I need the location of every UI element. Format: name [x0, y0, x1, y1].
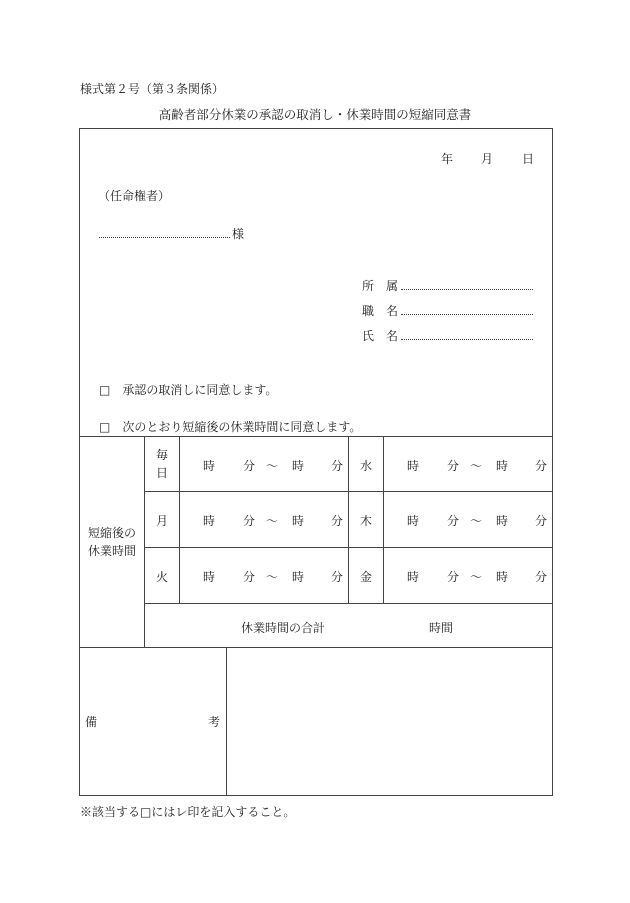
form-title: 高齢者部分休業の承認の取消し・休業時間の短縮同意書 [158, 107, 472, 122]
r1-l-tilde: 〜 [266, 459, 279, 473]
frame-left [79, 128, 80, 796]
row-line-3 [144, 603, 553, 604]
affiliation-label: 所 属 [362, 279, 399, 293]
col-line-left-day [179, 436, 180, 603]
frame-top [79, 128, 553, 129]
r3-r-end-min: 分 [535, 570, 548, 584]
day-tue: 火 [155, 570, 168, 584]
r1-r-start-hour: 時 [407, 459, 420, 473]
position-label: 職 名 [362, 304, 399, 318]
total-unit: 時間 [429, 621, 454, 635]
total-label: 休業時間の合計 [241, 621, 326, 635]
r3-r-start-hour: 時 [407, 570, 420, 584]
addressee-suffix: 様 [232, 227, 245, 241]
day-mon: 月 [155, 514, 168, 528]
date-month: 月 [481, 152, 494, 166]
r2-r-start-min: 分 [447, 514, 460, 528]
frame-bottom [79, 795, 553, 796]
name-label: 氏 名 [362, 329, 399, 343]
day-every: 毎 日 [155, 448, 168, 480]
day-wed: 水 [359, 459, 372, 473]
position-field[interactable] [401, 314, 533, 315]
schedule-row-header: 短縮後の 休業時間 [87, 526, 136, 558]
r1-r-end-min: 分 [535, 459, 548, 473]
r1-r-tilde: 〜 [470, 459, 483, 473]
remarks-label-left: 備 [85, 715, 98, 729]
name-field[interactable] [401, 339, 533, 340]
option-cancel-text: 承認の取消しに同意します。 [122, 383, 278, 397]
footnote: ※該当する□にはレ印を記入すること。 [80, 805, 296, 819]
affiliation-field[interactable] [401, 289, 533, 290]
date-year: 年 [441, 152, 454, 166]
r1-l-end-hour: 時 [292, 459, 305, 473]
col-line-right-day [383, 436, 384, 603]
r3-l-start-min: 分 [243, 570, 256, 584]
r2-l-start-min: 分 [243, 514, 256, 528]
day-thu: 木 [359, 514, 372, 528]
r3-r-start-min: 分 [447, 570, 460, 584]
option-cancel-checkbox[interactable]: □ [99, 383, 111, 397]
r2-l-end-hour: 時 [292, 514, 305, 528]
r3-r-tilde: 〜 [470, 570, 483, 584]
remarks-divider [226, 647, 227, 795]
r2-l-tilde: 〜 [266, 514, 279, 528]
r1-r-start-min: 分 [447, 459, 460, 473]
remarks-label-right: 考 [208, 715, 221, 729]
schedule-top-line [79, 436, 553, 437]
r3-l-end-hour: 時 [292, 570, 305, 584]
r1-r-end-hour: 時 [496, 459, 509, 473]
schedule-bottom-line [79, 647, 553, 648]
remarks-field[interactable] [228, 649, 551, 794]
option-shorten[interactable] [99, 418, 361, 435]
addressee-field[interactable] [99, 237, 230, 238]
r1-l-end-min: 分 [331, 459, 344, 473]
r2-r-start-hour: 時 [407, 514, 420, 528]
r3-l-start-hour: 時 [203, 570, 216, 584]
appointer-label: （任命権者） [98, 189, 171, 203]
r3-l-end-min: 分 [331, 570, 344, 584]
day-fri: 金 [359, 570, 372, 584]
option-cancel[interactable] [99, 381, 277, 398]
option-shorten-checkbox[interactable]: □ [99, 420, 111, 434]
r2-l-end-min: 分 [331, 514, 344, 528]
r1-l-start-hour: 時 [203, 459, 216, 473]
r2-r-end-hour: 時 [496, 514, 509, 528]
frame-right [552, 128, 553, 796]
r3-l-tilde: 〜 [266, 570, 279, 584]
date-day: 日 [522, 152, 535, 166]
r1-l-start-min: 分 [243, 459, 256, 473]
r2-r-tilde: 〜 [470, 514, 483, 528]
r2-r-end-min: 分 [535, 514, 548, 528]
option-shorten-text: 次のとおり短縮後の休業時間に同意します。 [122, 420, 362, 434]
r2-l-start-hour: 時 [203, 514, 216, 528]
form-number: 様式第２号（第３条関係） [80, 82, 225, 96]
r3-r-end-hour: 時 [496, 570, 509, 584]
